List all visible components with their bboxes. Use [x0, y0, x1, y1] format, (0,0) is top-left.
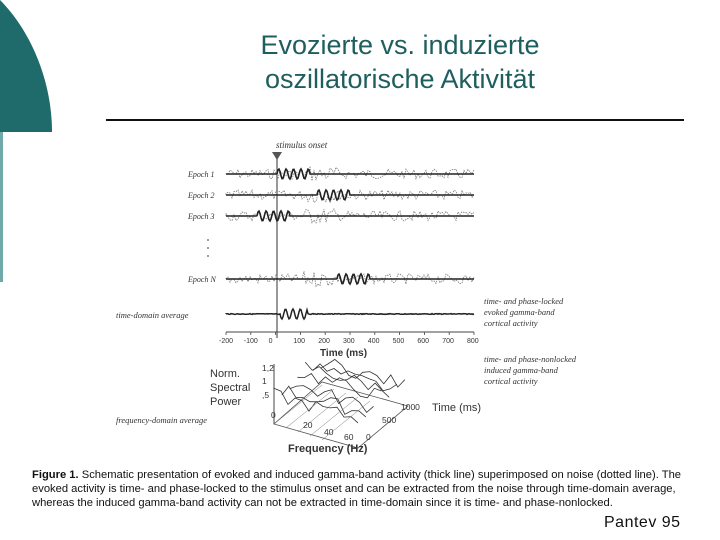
time3d-tick-2: 500: [382, 415, 397, 425]
surface-line: [305, 362, 389, 397]
left-edge-bar: [0, 132, 3, 282]
induced-note: [484, 354, 577, 386]
power-tick-2: 1: [262, 376, 267, 386]
freq-tick-2: 40: [324, 427, 334, 437]
slide-title: [160, 28, 640, 96]
ellipsis-dot: [207, 239, 209, 241]
stimulus-onset-arrow: [272, 152, 282, 160]
induced-note-line-3: cortical activity: [484, 376, 538, 386]
time-axis-ticks: [219, 332, 479, 345]
freq-tick-3: 60: [344, 432, 354, 442]
figure-caption: [32, 468, 700, 510]
time-axis-label: Time (ms): [320, 348, 368, 359]
slide-credit: Pantev 95: [600, 514, 685, 532]
epoch-label-2: Epoch 2: [188, 191, 215, 200]
caption-lead: Figure 1.: [32, 469, 79, 481]
epoch-gamma-trace: [226, 274, 474, 284]
epoch-gamma-trace: [226, 169, 474, 179]
power-tick-1: 1,2: [262, 363, 274, 373]
title-line-1: Evozierte vs. induzierte: [260, 30, 540, 60]
ellipsis-dot: [207, 255, 209, 257]
time-tick-label: 300: [343, 338, 355, 345]
frequency-domain-average-label: frequency-domain average: [116, 415, 208, 425]
evoked-note-line-1: time- and phase-locked: [484, 296, 564, 306]
surface-line: [297, 374, 381, 398]
time-domain-average-trace: [226, 309, 474, 319]
time-tick-label: 100: [293, 338, 306, 345]
ellipsis-dot: [207, 247, 209, 249]
power-tick-4: 0: [271, 410, 276, 420]
induced-note-line-2: induced gamma-band: [484, 365, 558, 375]
stimulus-label: stimulus onset: [276, 140, 328, 150]
evoked-note: [484, 296, 564, 328]
epoch-label-1: Epoch 1: [188, 170, 215, 179]
power-label-3: Power: [210, 396, 242, 408]
title-line-2: oszillatorische Aktivität: [264, 64, 536, 94]
schematic-figure: [108, 136, 608, 466]
evoked-note-line-2: evoked gamma-band: [484, 307, 555, 317]
time-tick-label: 800: [467, 338, 479, 345]
time-domain-average-label: time-domain average: [116, 310, 189, 320]
freq-tick-1: 20: [303, 420, 313, 430]
time-tick-label: -100: [243, 338, 258, 345]
corner-teal-shape: [0, 0, 52, 132]
time3d-axis-label: Time (ms): [432, 402, 482, 414]
epoch-gamma-trace: [226, 190, 474, 200]
power-tick-3: ,5: [262, 390, 270, 400]
time-tick-label: 500: [392, 338, 405, 345]
epoch-label-3: Epoch 3: [188, 212, 215, 221]
time3d-tick-1: 0: [366, 432, 371, 442]
power-label-1: Norm.: [210, 368, 240, 380]
title-divider: [106, 119, 684, 121]
spectral-surface-plot: [210, 359, 481, 455]
freq-axis-label: Frequency (Hz): [288, 443, 368, 455]
time-tick-label: 200: [318, 338, 330, 345]
power-label-2: Spectral: [210, 382, 251, 394]
epoch-label-n: Epoch N: [188, 275, 216, 284]
time-tick-label: 600: [417, 338, 430, 345]
epoch-gamma-trace: [226, 211, 474, 221]
time3d-tick-3: 1000: [401, 402, 420, 412]
time-tick-label: 0: [268, 338, 273, 345]
time-tick-label: -200: [219, 338, 234, 345]
time-tick-label: 400: [367, 338, 380, 345]
evoked-note-line-3: cortical activity: [484, 318, 538, 328]
time-tick-label: 700: [442, 338, 454, 345]
induced-note-line-1: time- and phase-nonlocked: [484, 354, 577, 364]
epoch-traces: [207, 167, 474, 319]
caption-text: Schematic presentation of evoked and induced gamma-band activity (thick line) superimposed on noise (dotted line). The evoked activity is time- and phase-locked to the stimulus onset and can be extracted from the noise through time-domain average, whereas the induced gamma-band activity can not be extracted in time-domain since it is time- and phase-nonlocked.: [32, 469, 682, 509]
